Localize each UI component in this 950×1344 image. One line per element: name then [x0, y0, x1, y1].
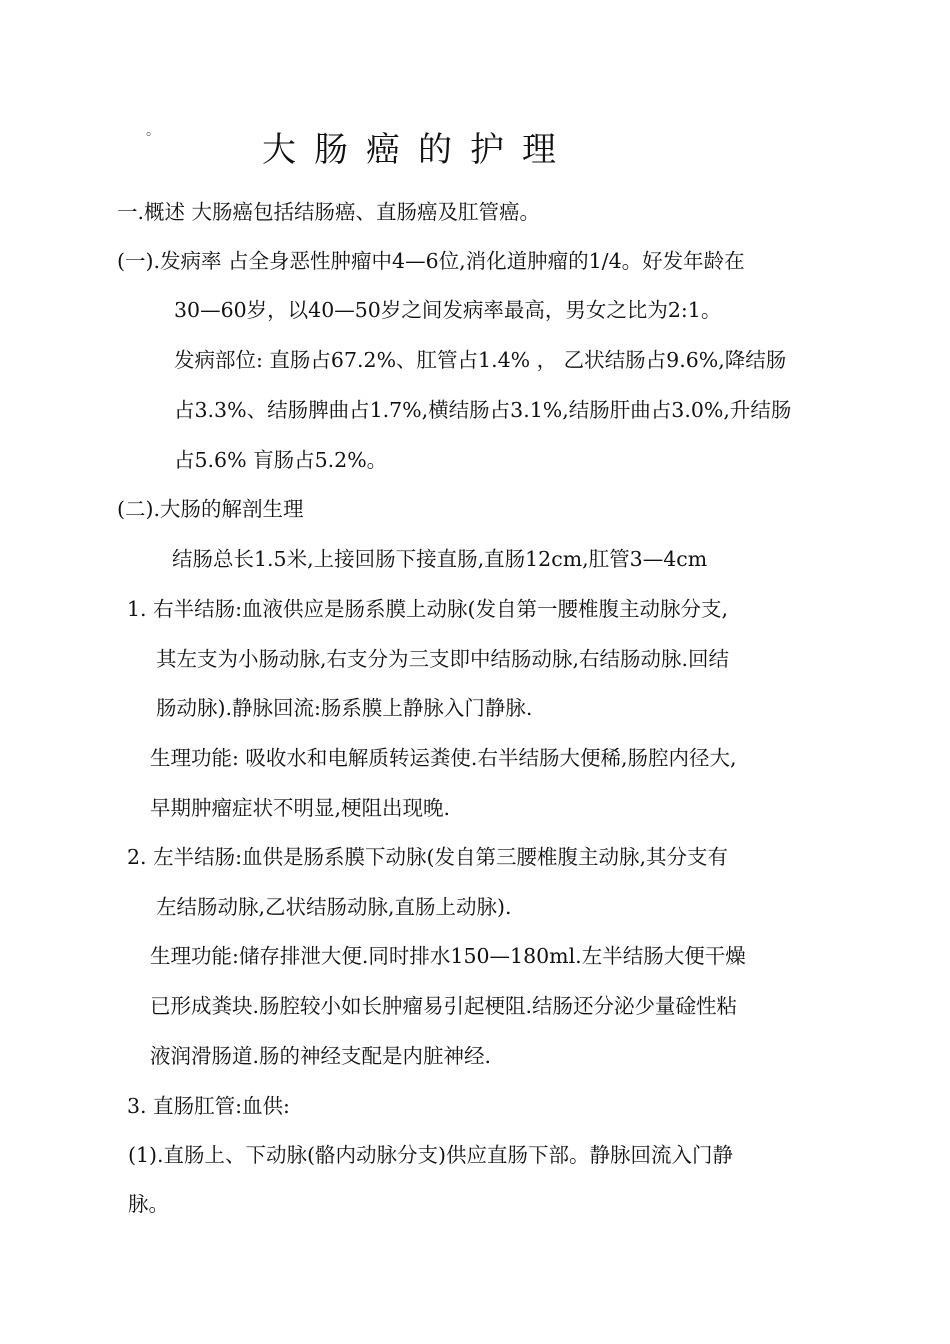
- paragraph-colon-length: 结肠总长1.5米,上接回肠下接直肠,直肠12cm,肛管3—4cm: [172, 547, 708, 571]
- rectum-blood-supply-line2: 脉。: [128, 1192, 169, 1216]
- page-title: 大肠癌的护理: [262, 130, 574, 170]
- left-colon-physiology-line3: 液润滑肠道.肠的神经支配是内脏神经.: [150, 1044, 492, 1068]
- rectum-blood-supply-line1: (1).直肠上、下动脉(骼内动脉分支)供应直肠下部。静脉回流入门静: [128, 1143, 734, 1167]
- paragraph-incidence-line1: (一).发病率 占全身恶性肿瘤中4—6位,消化道肿瘤的1/4。好发年龄在: [117, 249, 745, 273]
- item-left-colon-line2: 左结肠动脉,乙状结肠动脉,直肠上动脉).: [156, 895, 512, 919]
- paragraph-site-line3: 占5.6% 肓肠占5.2%。: [174, 448, 388, 472]
- item-rectum-anal-canal: 3. 直肠肛管:血供:: [127, 1094, 290, 1118]
- right-colon-physiology-line1: 生理功能: 吸收水和电解质转运粪使.右半结肠大便稀,肠腔内径大,: [150, 746, 737, 770]
- item-right-colon-line3: 肠动脉).静脉回流:肠系膜上静脉入门静脉.: [156, 696, 533, 720]
- item-left-colon-line1: 2. 左半结肠:血供是肠系膜下动脉(发自第三腰椎腹主动脉,其分支有: [127, 845, 728, 869]
- right-colon-physiology-line2: 早期肿瘤症状不明显,梗阻出现晚.: [150, 796, 451, 820]
- left-colon-physiology-line2: 已形成粪块.肠腔较小如长肿瘤易引起梗阻.结肠还分泌少量碒性粘: [150, 994, 738, 1018]
- paragraph-site-line2: 占3.3%、结肠脾曲占1.7%,横结肠占3.1%,结肠肝曲占3.0%,升结肠: [174, 398, 792, 422]
- paragraph-site-line1: 发病部位: 直肠占67.2%、肛管占1.4% ， 乙状结肠占9.6%,降结肠: [174, 348, 787, 372]
- paragraph-overview: 一.概述 大肠癌包括结肠癌、直肠癌及肛管癌。: [117, 200, 541, 224]
- paragraph-incidence-line2: 30—60岁，以40—50岁之间发病率最高，男女之比为2:1。: [174, 298, 722, 322]
- item-right-colon-line1: 1. 右半结肠:血液供应是肠系膜上动脉(发自第一腰椎腹主动脉分支,: [127, 597, 728, 621]
- section-anatomy-heading: (二).大肠的解剖生理: [117, 497, 304, 521]
- item-right-colon-line2: 其左支为小肠动脉,右支分为三支即中结肠动脉,右结肠动脉.回结: [156, 647, 730, 671]
- page-mark: 。: [146, 123, 160, 139]
- left-colon-physiology-line1: 生理功能:储存排泄大便.同时排水150—180ml.左半结肠大便干燥: [150, 944, 746, 968]
